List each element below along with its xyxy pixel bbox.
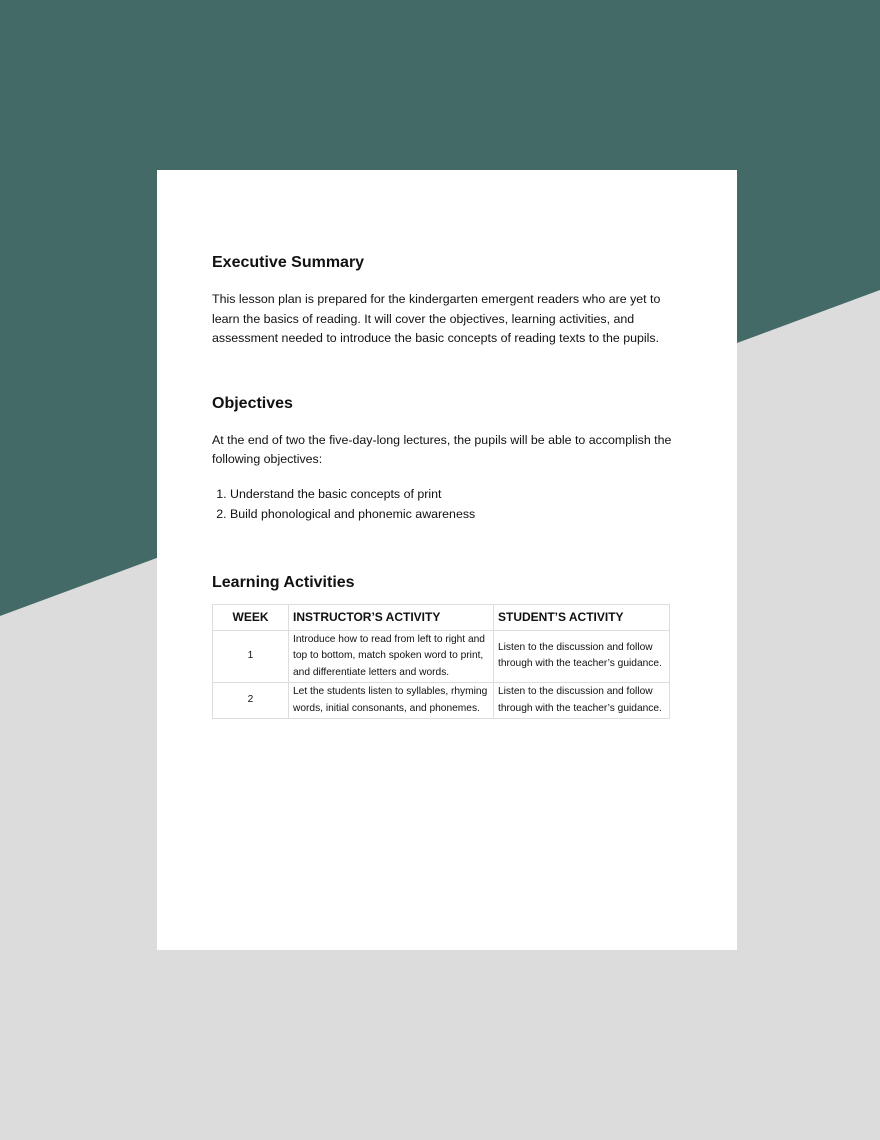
table-cell: Introduce how to read from left to right and top to bottom, match spoken word to print, and differentiate letters and words. — [289, 630, 494, 683]
table-cell: Listen to the discussion and follow through with the teacher’s guidance. — [494, 630, 670, 683]
table-cell: 1 — [213, 630, 289, 683]
table-cell: Listen to the discussion and follow through with the teacher’s guidance. — [494, 683, 670, 719]
list-item: 1. Understand the basic concepts of print — [230, 484, 672, 504]
section-heading: Objectives — [212, 394, 293, 412]
column-header: WEEK — [213, 604, 289, 630]
document-page — [157, 170, 737, 950]
learning-activities-section — [212, 574, 672, 720]
section-body: At the end of two the five-day-long lectures, the pupils will be able to accomplish the following objectives: — [212, 432, 672, 466]
activities-table — [212, 604, 670, 720]
table-header-row — [213, 604, 670, 630]
table-cell: Let the students listen to syllables, rhyming words, initial consonants, and phonemes. — [289, 683, 494, 719]
executive-summary-section — [212, 254, 672, 349]
objectives-list — [212, 484, 672, 524]
column-header: STUDENT’S ACTIVITY — [494, 604, 670, 630]
table-row — [213, 630, 670, 683]
column-header: INSTRUCTOR’S ACTIVITY — [289, 604, 494, 630]
objectives-section — [212, 395, 672, 524]
table-row — [213, 683, 670, 719]
section-heading: Learning Activities — [212, 573, 355, 591]
section-heading: Executive Summary — [212, 254, 365, 271]
list-item: 2. Build phonological and phonemic awareness — [230, 504, 672, 524]
table-cell: 2 — [213, 683, 289, 719]
section-body: This lesson plan is prepared for the kindergarten emergent readers who are yet to learn the basics of reading. It will cover the objectives, learning activities, and assessment needed to introduce the basic concepts of reading texts to the pupils. — [212, 292, 661, 345]
